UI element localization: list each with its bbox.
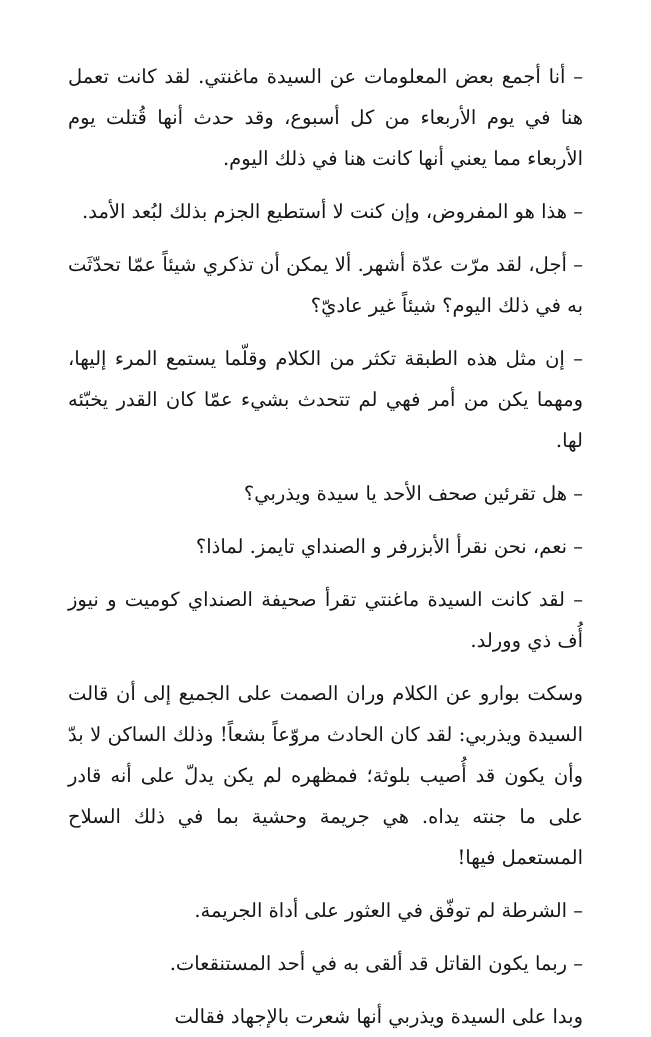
paragraph-9: – الشرطة لم توفّق في العثور على أداة الجريمة.: [194, 899, 583, 922]
paragraph-5: – هل تقرئين صحف الأحد يا سيدة ويذربي؟: [243, 482, 583, 505]
paragraph-11: وبدا على السيدة ويذربي أنها شعرت بالإجهاد فقالت: [174, 1005, 583, 1028]
paragraph-6: – نعم، نحن نقرأ الأبزرفر و الصنداي تايمز. لماذا؟: [195, 535, 583, 558]
paragraph-8: وسكت بوارو عن الكلام وران الصمت على الجميع إلى أن قالت السيدة ويذربي: لقد كان الحادث مروّعاً بشعاً! وذلك الساكن لا بدّ وأن يكون قد أُصيب بلوثة؛ فمظهره لم يكن يدلّ على أنه قادر على ما جنته يداه. هي جريمة وحشية بما في ذلك السلاح المستعمل فيها!: [68, 682, 583, 869]
paragraph-7: – لقد كانت السيدة ماغنتي تقرأ صحيفة الصنداي كوميت و نيوز أُف ذي وورلد.: [68, 588, 583, 652]
paragraph-4: – إن مثل هذه الطبقة تكثر من الكلام وقلّما يستمع المرء إليها، ومهما يكن من أمر فهي لم تتحدث بشيء عمّا كان القدر يخبّئه لها.: [68, 347, 583, 452]
paragraph-1: – أنا أجمع بعض المعلومات عن السيدة ماغنتي. لقد كانت تعمل هنا في يوم الأربعاء من كل أسبوع، وقد حدث أنها قُتلت يوم الأربعاء مما يعني أنها كانت هنا في ذلك اليوم.: [68, 65, 583, 170]
paragraph-2: – هذا هو المفروض، وإن كنت لا أستطيع الجزم بذلك لبُعد الأمد.: [82, 200, 583, 223]
paragraph-3: – أجل، لقد مرّت عدّة أشهر. ألا يمكن أن تذكري شيئاً عمّا تحدّثَت به في ذلك اليوم؟ شيئاً غير عاديّ؟: [68, 253, 583, 317]
paragraph-10: – ربما يكون القاتل قد ألقى به في أحد المستنقعات.: [169, 952, 583, 975]
